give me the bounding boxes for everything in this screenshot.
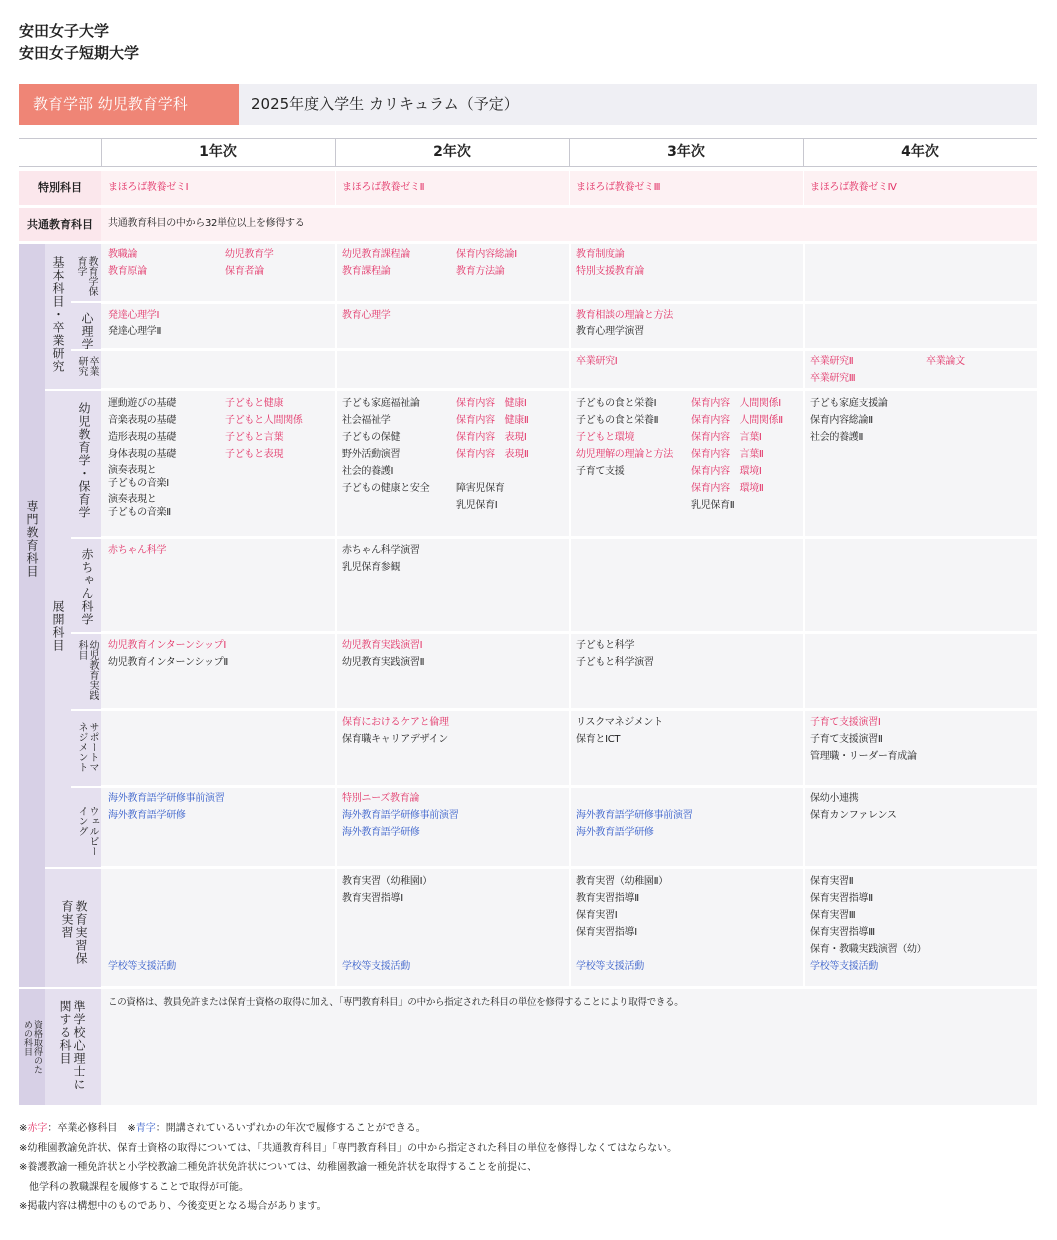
divider xyxy=(71,349,101,351)
note-prefix: ※ xyxy=(19,1123,28,1134)
course: 幼児理解の理論と方法 xyxy=(576,449,673,460)
shikaku-label: 資格取得のための科目 xyxy=(22,1020,42,1074)
course: 保育実習指導Ⅲ xyxy=(810,927,875,938)
course: 野外活動演習 xyxy=(342,449,401,460)
divider xyxy=(71,786,101,788)
course: 発達心理学Ⅱ xyxy=(108,326,162,337)
course: 社会的養護Ⅰ xyxy=(342,466,394,477)
divider xyxy=(569,171,570,205)
divider xyxy=(19,166,1037,167)
course: 子どもと人間関係 xyxy=(225,415,303,426)
divider xyxy=(803,171,804,205)
course: 学校等支援活動 xyxy=(342,961,410,972)
year-1-header: 1年次 xyxy=(199,144,237,160)
sotsu-label: 卒業研究 xyxy=(76,356,98,376)
course: 保育とICT xyxy=(576,734,621,745)
course: 音楽表現の基礎 xyxy=(108,415,176,426)
course: 社会福祉学 xyxy=(342,415,391,426)
course: 発達心理学Ⅰ xyxy=(108,310,160,321)
note-1 xyxy=(19,1121,426,1137)
course: 教育実習指導Ⅰ xyxy=(342,893,403,904)
course: 海外教育語学研修 xyxy=(108,810,186,821)
course: 保育内容 健康Ⅰ xyxy=(456,398,527,409)
course: 子どもの食と栄養Ⅰ xyxy=(576,398,657,409)
course: 子育て支援演習Ⅱ xyxy=(810,734,883,745)
course: 社会的養護Ⅱ xyxy=(810,432,864,443)
divider xyxy=(19,987,101,989)
course: 卒業研究Ⅱ xyxy=(810,356,854,367)
course: 保育内容 環境Ⅱ xyxy=(691,483,764,494)
course: 幼児教育学 xyxy=(225,249,274,260)
course: 保育内容 健康Ⅱ xyxy=(456,415,529,426)
course: 保育内容総論Ⅰ xyxy=(456,249,517,260)
course: 保育内容 言葉Ⅱ xyxy=(691,449,764,460)
course: 子どもと健康 xyxy=(225,398,284,409)
divider xyxy=(335,171,336,205)
divider xyxy=(45,867,101,869)
course: 保育内容 表現Ⅰ xyxy=(456,432,527,443)
divider xyxy=(71,537,101,539)
course: 演奏表現と xyxy=(108,494,157,505)
course: 子どもの音楽Ⅱ xyxy=(108,507,171,518)
course: 教育心理学 xyxy=(342,310,391,321)
jissen-label: 幼児教育実践科目 xyxy=(76,640,98,700)
note-3: ※養護教諭一種免許状と小学校教諭二種免許状免許状については、幼稚園教諭一種免許状を取得することを前提に、 xyxy=(19,1162,538,1173)
course: 卒業研究Ⅰ xyxy=(576,356,618,367)
course: 赤ちゃん科学 xyxy=(108,545,167,556)
course: まほろば教養ゼミⅣ xyxy=(810,182,897,193)
note-text: ：開講されているいずれかの年次で履修することができる。 xyxy=(155,1123,426,1134)
shinri-label: 心理学 xyxy=(80,312,94,351)
course: 教育方法論 xyxy=(456,266,505,277)
course: 教育心理学演習 xyxy=(576,326,644,337)
course: 卒業研究Ⅲ xyxy=(810,373,856,384)
divider xyxy=(19,138,1037,139)
support-label: サポートマネジメント xyxy=(76,722,98,772)
course: まほろば教養ゼミⅠ xyxy=(108,182,189,193)
course: リスクマネジメント xyxy=(576,717,663,728)
course: 運動遊びの基礎 xyxy=(108,398,176,409)
header-bar xyxy=(19,84,1037,125)
course: まほろば教養ゼミⅡ xyxy=(342,182,425,193)
divider xyxy=(569,138,570,166)
course: まほろば教養ゼミⅢ xyxy=(576,182,661,193)
course: 保育・教職実践演習（幼） xyxy=(810,944,927,955)
note-red: 赤字 xyxy=(27,1123,48,1134)
divider xyxy=(335,244,337,986)
course: 幼児教育課程論 xyxy=(342,249,410,260)
yoji-label: 幼児教育学・保育学 xyxy=(77,402,91,519)
course: 子どもの健康と安全 xyxy=(342,483,430,494)
course: 教職論 xyxy=(108,249,138,260)
course: 造形表現の基礎 xyxy=(108,432,176,443)
course: 子どもの保健 xyxy=(342,432,401,443)
divider xyxy=(803,138,804,166)
course: 幼児教育実践演習Ⅱ xyxy=(342,657,425,668)
note-2: ※幼稚園教諭免許状、保育士資格の取得については、「共通教育科目」「専門教育科目」の中から指定された科目の単位を修得しなくてはならない。 xyxy=(19,1143,678,1154)
course: 海外教育語学研修 xyxy=(342,827,420,838)
special-label: 特別科目 xyxy=(38,181,82,194)
page-title: 2025年度入学生 カリキュラム（予定） xyxy=(251,95,519,113)
course: 子どもと表現 xyxy=(225,449,284,460)
divider xyxy=(101,138,102,166)
aka-label: 赤ちゃん科学 xyxy=(80,548,94,626)
course: 保育内容 表現Ⅱ xyxy=(456,449,529,460)
course: 保育職キャリアデザイン xyxy=(342,734,448,745)
senmon-column xyxy=(19,244,45,988)
course: 保育内容 環境Ⅰ xyxy=(691,466,762,477)
course: 保育実習Ⅰ xyxy=(576,910,618,921)
course: 保育内容 言葉Ⅰ xyxy=(691,432,762,443)
department-label: 教育学部 幼児教育学科 xyxy=(19,84,239,125)
course: 幼児教育インターンシップⅡ xyxy=(108,657,228,668)
course: 乳児保育Ⅱ xyxy=(691,500,735,511)
university-name: 安田女子大学 xyxy=(19,22,110,40)
college-name: 安田女子短期大学 xyxy=(19,44,140,62)
course: 保育者論 xyxy=(225,266,264,277)
note-text: ：卒業必修科目 ※ xyxy=(47,1123,136,1134)
year-2-header: 2年次 xyxy=(433,144,471,160)
course: 乳児保育Ⅰ xyxy=(456,500,498,511)
qualification-text: この資格は、教員免許または保育士資格の取得に加え、「専門教育科目」の中から指定された科目の単位を修得することにより取得できる。 xyxy=(108,997,684,1008)
year-3-header: 3年次 xyxy=(667,144,705,160)
course: 保幼小連携 xyxy=(810,793,859,804)
kihon-label: 基本科目・卒業研究 xyxy=(51,256,65,373)
course: 子どもと環境 xyxy=(576,432,635,443)
divider xyxy=(803,244,805,986)
course: 子育て支援 xyxy=(576,466,625,477)
course: 乳児保育参観 xyxy=(342,562,401,573)
course: 子どもと科学 xyxy=(576,640,635,651)
course: 保育内容 人間関係Ⅱ xyxy=(691,415,783,426)
course: 教育課程論 xyxy=(342,266,391,277)
course: 教育制度論 xyxy=(576,249,625,260)
tenkai-label: 展開科目 xyxy=(51,600,65,652)
course: 学校等支援活動 xyxy=(576,961,644,972)
course: 教育実習（幼稚園Ⅱ） xyxy=(576,876,668,887)
course: 学校等支援活動 xyxy=(108,961,176,972)
course: 保育実習指導Ⅱ xyxy=(810,893,873,904)
divider xyxy=(71,301,101,303)
course: 卒業論文 xyxy=(926,356,965,367)
note-5: ※掲載内容は構想中のものであり、今後変更となる場合があります。 xyxy=(19,1201,327,1212)
course: 教育実習（幼稚園Ⅰ） xyxy=(342,876,432,887)
divider xyxy=(569,244,571,986)
common-label: 共通教育科目 xyxy=(27,218,93,231)
jisshu-label: 教育実習保育実習 xyxy=(60,900,88,965)
course: 幼児教育実践演習Ⅰ xyxy=(342,640,423,651)
jun-label: 準学校心理士に関する科目 xyxy=(58,1000,86,1091)
course: 子育て支援演習Ⅰ xyxy=(810,717,881,728)
course: 障害児保育 xyxy=(456,483,505,494)
course: 演奏表現と xyxy=(108,465,157,476)
common-text: 共通教育科目の中から32単位以上を修得する xyxy=(108,218,305,229)
course: 学校等支援活動 xyxy=(810,961,878,972)
course: 保育実習Ⅱ xyxy=(810,876,854,887)
course: 子どもの音楽Ⅰ xyxy=(108,478,169,489)
course: 特別ニーズ教育論 xyxy=(342,793,420,804)
year-4-header: 4年次 xyxy=(901,144,939,160)
course: 幼児教育インターンシップⅠ xyxy=(108,640,226,651)
note-4: 他学科の教職課程を履修することで取得が可能。 xyxy=(19,1182,249,1193)
hoiku-label: 教育学保育学 xyxy=(75,256,97,296)
course: 海外教育語学研修 xyxy=(576,827,654,838)
course: 子どもと言葉 xyxy=(225,432,284,443)
well-label: ウェルビーイング xyxy=(76,806,98,856)
course: 海外教育語学研修事前演習 xyxy=(342,810,459,821)
course: 海外教育語学研修事前演習 xyxy=(576,810,693,821)
divider xyxy=(71,632,101,634)
course: 赤ちゃん科学演習 xyxy=(342,545,420,556)
course: 保育カンファレンス xyxy=(810,810,897,821)
course: 特別支援教育論 xyxy=(576,266,644,277)
course: 教育原論 xyxy=(108,266,147,277)
course: 保育実習Ⅲ xyxy=(810,910,856,921)
course: 教育実習指導Ⅱ xyxy=(576,893,639,904)
course: 保育内容総論Ⅱ xyxy=(810,415,873,426)
course: 海外教育語学研修事前演習 xyxy=(108,793,225,804)
divider xyxy=(45,389,101,391)
course: 管理職・リーダー育成論 xyxy=(810,751,917,762)
course: 身体表現の基礎 xyxy=(108,449,176,460)
course: 子どもと科学演習 xyxy=(576,657,654,668)
course: 保育内容 人間関係Ⅰ xyxy=(691,398,781,409)
senmon-label: 専門教育科目 xyxy=(25,500,39,578)
course: 子ども家庭福祉論 xyxy=(342,398,420,409)
note-blue: 青字 xyxy=(135,1123,156,1134)
divider xyxy=(71,709,101,711)
course: 保育実習指導Ⅰ xyxy=(576,927,637,938)
course: 子どもの食と栄養Ⅱ xyxy=(576,415,659,426)
course: 教育相談の理論と方法 xyxy=(576,310,673,321)
course: 保育におけるケアと倫理 xyxy=(342,717,449,728)
divider xyxy=(335,138,336,166)
course: 子ども家庭支援論 xyxy=(810,398,888,409)
